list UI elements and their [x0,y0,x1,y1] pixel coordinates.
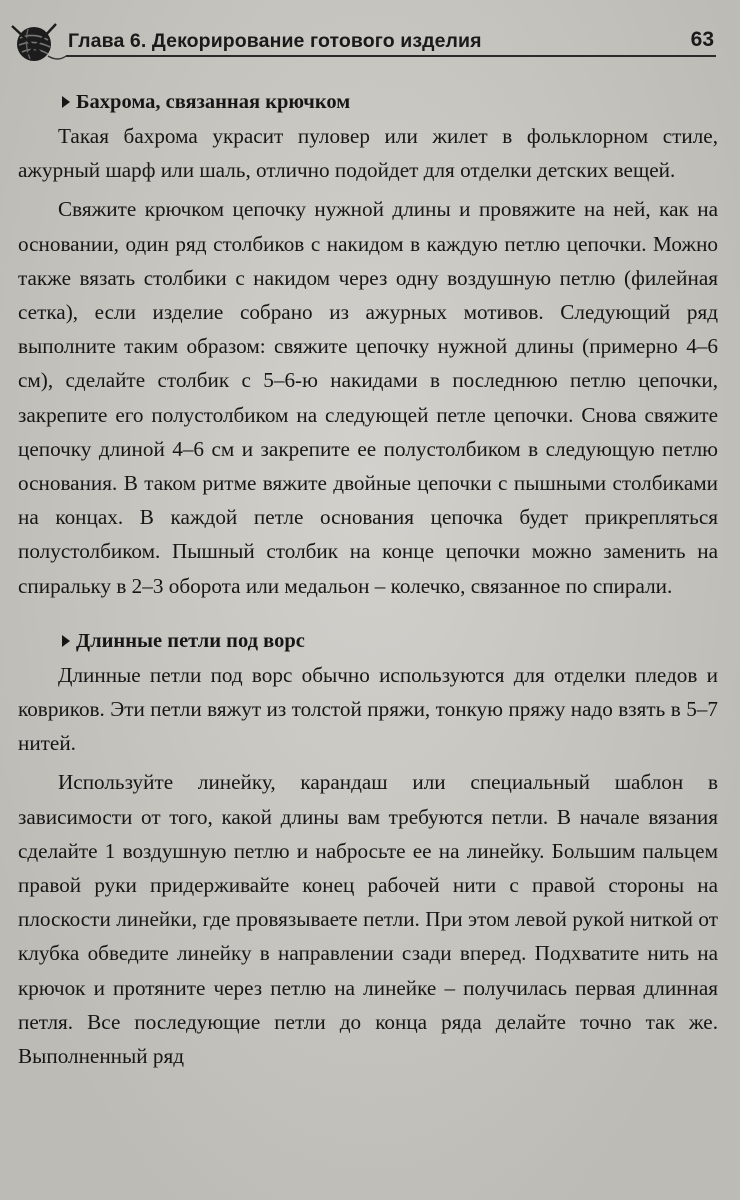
page-number: 63 [690,28,714,51]
page-content [18,88,718,1073]
triangle-bullet-icon [62,635,70,647]
section-heading-text: Длинные петли под ворс [76,629,305,652]
section-heading-text: Бахрома, связанная крючком [76,91,351,113]
section-heading-fringe [18,88,718,116]
page-header [0,14,740,70]
paragraph: Используйте линейку, карандаш или специальный шаблон в зависимости от того, какой длины вам требуются петли. В начале вязания сделайте 1 воздушную петлю и набросьте ее на линейку. Большим пальцем правой руки придерживайте конец рабочей нити с правой стороны на плоскости линейки, где провязываете петли. При этом левой рукой ниткой от клубка обведите линейку в направлении сзади вперед. Подхватите нить на крючок и протяните через петлю на линейке – получилась первая длинная петля. Все последующие петли до конца ряда делайте точно так же. Выполненный ряд [18,770,718,1069]
triangle-bullet-icon [62,96,70,108]
chapter-title: Глава 6. Декорирование готового изделия [68,30,482,52]
yarn-ball-icon [10,18,68,66]
paragraph: Свяжите крючком цепочку нужной длины и провяжите на ней, как на основании, один ряд столбиков с накидом в каждую петлю цепочки. Можно также вязать столбики с накидом через одну воздушную петлю (филейная сетка), если изделие собрано из ажурных мотивов. Следующий ряд выполните таким образом: свяжите цепочку нужной длины (примерно 4–6 см), сделайте столбик с 5–6-ю накидами в последнюю петлю цепочки, закрепите его полустолбиком на следующей петле цепочки. Снова свяжите цепочку длиной 4–6 см и закрепите ее полустолбиком в следующую петлю основания. В таком ритме вяжите двойные цепочки с пышными столбиками на концах. В каждой петле основания цепочка будет прикрепляться полустолбиком. Пышный столбик на конце цепочки можно заменить на спиральку в 2–3 оборота или медальон – колечко, связанное по спирали. [18,197,718,598]
paragraph: Длинные петли под ворс обычно используются для отделки пледов и ковриков. Эти петли вяжут из толстой пряжи, тонкую пряжу надо взять в 5–7 нитей. [18,662,718,756]
section-heading-long-loops [18,627,718,655]
paragraph: Такая бахрома украсит пуловер или жилет в фольклорном стиле, ажурный шарф или шаль, отлично подойдет для отделки детских вещей. [18,124,718,183]
header-rule [66,55,716,57]
